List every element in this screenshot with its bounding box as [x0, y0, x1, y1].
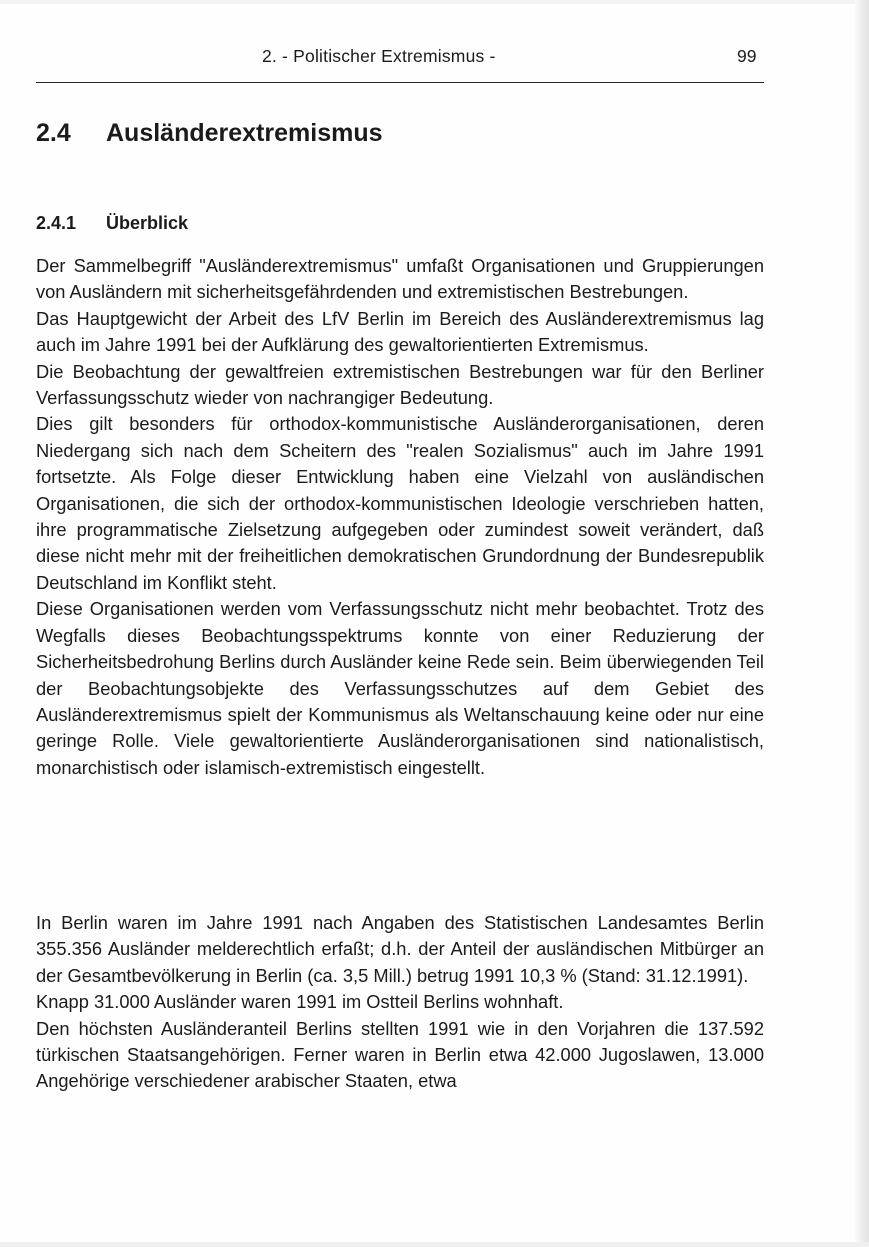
section-number: 2.4 — [36, 119, 71, 147]
subsection-heading — [36, 213, 188, 234]
body-text-block-1 — [36, 253, 764, 781]
paragraph: Die Beobachtung der gewaltfreien extremistischen Bestrebungen war für den Berliner Verfassungsschutz wieder von nachrangiger Bedeutung. — [36, 360, 764, 409]
scan-edge-top — [0, 0, 869, 4]
page-number: 99 — [737, 46, 757, 66]
paragraph: Das Hauptgewicht der Arbeit des LfV Berlin im Bereich des Ausländerextremismus lag auch im Jahre 1991 bei der Aufklärung des gewaltorientierten Extremismus. — [36, 307, 764, 356]
paragraph: Dies gilt besonders für orthodox-kommunistische Ausländerorganisationen, deren Niedergang sich nach dem Scheitern des "realen Sozialismus" auch im Jahre 1991 fortsetzte. Als Folge dieser Entwicklung haben eine Vielzahl von ausländischen Organisationen, die sich der orthodox-kommunistischen Ideologie verschrieben hatten, ihre programmatische Zielsetzung aufgegeben oder zumindest soweit verändert, daß diese nicht mehr mit der freiheitlichen demokratischen Grundordnung der Bundesrepublik Deutschland im Konflikt steht. — [36, 413, 764, 593]
paragraph: Der Sammelbegriff "Ausländerextremismus" umfaßt Organisationen und Gruppierungen von Ausländern mit sicherheitsgefährdenden und extremistischen Bestrebungen. — [36, 255, 764, 303]
subsection-title: Überblick — [106, 213, 189, 233]
section-heading — [36, 119, 383, 148]
header-divider — [36, 82, 764, 83]
paragraph: Den höchsten Ausländeranteil Berlins stellten 1991 wie in den Vorjahren die 137.592 türkischen Staatsangehörigen. Ferner waren in Berlin etwa 42.000 Jugoslawen, 13.000 Angehörige verschiedener arabischer Staaten, etwa — [36, 1017, 764, 1092]
body-text-block-2 — [36, 910, 764, 1095]
subsection-number: 2.4.1 — [36, 213, 77, 233]
scan-edge-right — [855, 0, 869, 1247]
paragraph: Knapp 31.000 Ausländer waren 1991 im Ostteil Berlins wohnhaft. — [36, 991, 564, 1013]
paragraph: Diese Organisationen werden vom Verfassungsschutz nicht mehr beobachtet. Trotz des Wegfalls dieses Beobachtungsspektrums konnte von einer Reduzierung der Sicherheitsbedrohung Berlins durch Ausländer keine Rede sein. Beim überwiegenden Teil der Beobachtungsobjekte des Verfassungsschutzes auf dem Gebiet des Ausländerextremismus spielt der Kommunismus als Weltanschauung keine oder nur eine geringe Rolle. Viele gewaltorientierte Ausländerorganisationen sind nationalistisch, monarchistisch oder islamisch-extremistisch eingestellt. — [36, 598, 764, 778]
section-title: Ausländerextremismus — [106, 119, 383, 147]
paragraph: In Berlin waren im Jahre 1991 nach Angaben des Statistischen Landesamtes Berlin 355.356 Ausländer melderechtlich erfaßt; d.h. der Anteil der ausländischen Mitbürger an der Gesamtbevölkerung in Berlin (ca. 3,5 Mill.) betrug 1991 10,3 % (Stand: 31.12.1991). — [36, 912, 764, 986]
running-header-title: 2. - Politischer Extremismus - — [262, 46, 496, 66]
scan-edge-bottom — [0, 1242, 869, 1247]
